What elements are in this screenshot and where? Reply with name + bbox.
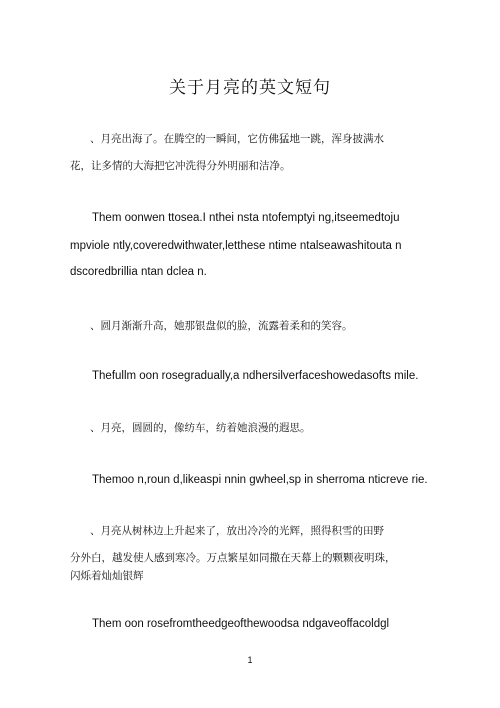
text-line: 、月亮出海了。在腾空的一瞬间，它仿佛猛地一跳，浑身披满水 [90, 133, 384, 145]
page-title: 关于月亮的英文短句 [169, 78, 331, 98]
text-line: Themoo n,roun d,likeaspi nnin gwheel,sp in sherroma nticreve rie. [92, 474, 428, 486]
text-line: mpviole ntly,coveredwithwater,letthese ntime ntalseawashitouta n [70, 240, 402, 252]
text-line: 花，让多情的大海把它冲洗得分外明丽和洁净。 [70, 160, 291, 172]
text-line: 、月亮，圆圆的，像纺车，纺着她浪漫的遐思。 [90, 422, 311, 434]
text-line: Thefullm oon rosegradually,a ndhersilverfaceshowedasofts mile. [92, 370, 419, 382]
text-line: dscoredbrillia ntan dclea n. [70, 266, 207, 278]
text-line: Them oon rosefromtheedgeofthewoodsa ndgaveoffacoldgl [92, 618, 390, 630]
page-number: 1 [247, 655, 253, 665]
text-line: 分外白，越发使人感到寒冷。万点繁星如同撒在天幕上的颗颗夜明珠， [70, 552, 396, 564]
text-line: Them oonwen ttosea.I nthei nsta ntofemptyi ng,itseemedtoju [92, 212, 400, 224]
text-line: 、圆月渐渐升高，她那银盘似的脸，流露着柔和的笑容。 [90, 320, 353, 332]
text-line: 、月亮从树林边上升起来了，放出冷冷的光辉，照得积雪的田野 [90, 525, 384, 537]
text-line: 闪烁着灿灿银辉 [70, 570, 144, 582]
